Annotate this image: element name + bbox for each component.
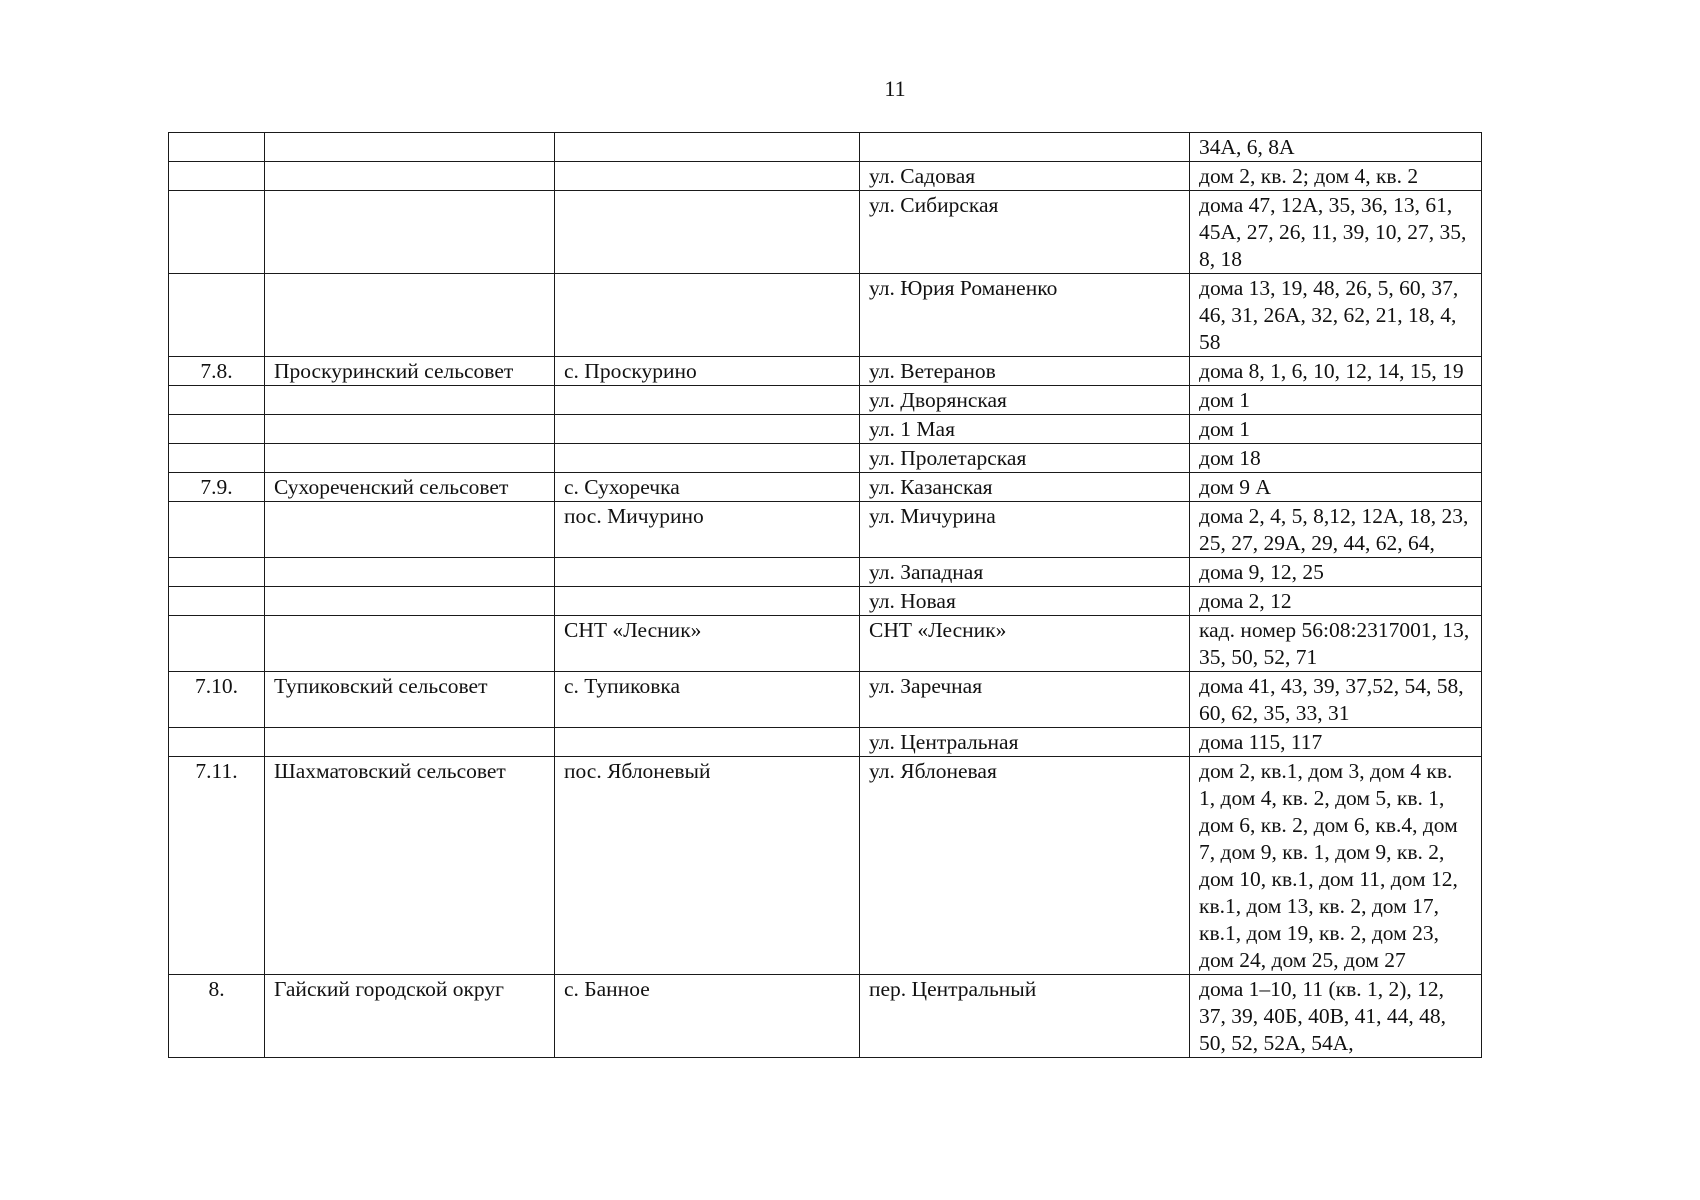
street-cell: ул. 1 Мая: [860, 415, 1190, 444]
street-cell: ул. Казанская: [860, 473, 1190, 502]
municipality-cell: [265, 728, 555, 757]
houses-cell: дома 2, 4, 5, 8,12, 12А, 18, 23, 25, 27, 29А, 29, 44, 62, 64,: [1190, 502, 1482, 558]
street-cell: ул. Новая: [860, 587, 1190, 616]
row-number-cell: [169, 558, 265, 587]
table-row: [169, 975, 1482, 1058]
table-body: [169, 133, 1482, 1058]
table-row: [169, 757, 1482, 975]
settlement-cell: [555, 558, 860, 587]
row-number-cell: [169, 728, 265, 757]
houses-cell: дома 1–10, 11 (кв. 1, 2), 12, 37, 39, 40Б, 40В, 41, 44, 48, 50, 52, 52А, 54А,: [1190, 975, 1482, 1058]
street-cell: ул. Юрия Романенко: [860, 274, 1190, 357]
municipality-cell: [265, 162, 555, 191]
settlement-cell: с. Проскурино: [555, 357, 860, 386]
municipality-cell: [265, 616, 555, 672]
street-cell: ул. Садовая: [860, 162, 1190, 191]
municipality-cell: [265, 415, 555, 444]
row-number-cell: 7.9.: [169, 473, 265, 502]
settlement-cell: с. Тупиковка: [555, 672, 860, 728]
houses-cell: дом 1: [1190, 386, 1482, 415]
houses-cell: дом 18: [1190, 444, 1482, 473]
houses-cell: дома 47, 12А, 35, 36, 13, 61, 45А, 27, 26, 11, 39, 10, 27, 35, 8, 18: [1190, 191, 1482, 274]
houses-cell: кад. номер 56:08:2317001, 13, 35, 50, 52, 71: [1190, 616, 1482, 672]
table-row: [169, 616, 1482, 672]
row-number-cell: 7.11.: [169, 757, 265, 975]
table-row: [169, 672, 1482, 728]
municipality-cell: [265, 191, 555, 274]
settlement-cell: [555, 386, 860, 415]
municipality-cell: [265, 274, 555, 357]
street-cell: пер. Центральный: [860, 975, 1190, 1058]
table-row: [169, 444, 1482, 473]
street-cell: СНТ «Лесник»: [860, 616, 1190, 672]
settlement-cell: [555, 728, 860, 757]
row-number-cell: [169, 162, 265, 191]
houses-cell: 34А, 6, 8А: [1190, 133, 1482, 162]
address-table: [168, 132, 1482, 1058]
settlement-cell: [555, 274, 860, 357]
row-number-cell: 7.10.: [169, 672, 265, 728]
table-row: [169, 386, 1482, 415]
street-cell: ул. Центральная: [860, 728, 1190, 757]
settlement-cell: пос. Мичурино: [555, 502, 860, 558]
municipality-cell: [265, 558, 555, 587]
municipality-cell: [265, 444, 555, 473]
table-row: [169, 473, 1482, 502]
row-number-cell: [169, 587, 265, 616]
table-row: [169, 162, 1482, 191]
street-cell: ул. Западная: [860, 558, 1190, 587]
municipality-cell: [265, 133, 555, 162]
municipality-cell: Гайский городской округ: [265, 975, 555, 1058]
houses-cell: дом 9 А: [1190, 473, 1482, 502]
row-number-cell: [169, 616, 265, 672]
row-number-cell: [169, 274, 265, 357]
row-number-cell: 8.: [169, 975, 265, 1058]
municipality-cell: [265, 386, 555, 415]
street-cell: ул. Сибирская: [860, 191, 1190, 274]
row-number-cell: [169, 444, 265, 473]
settlement-cell: [555, 133, 860, 162]
street-cell: ул. Дворянская: [860, 386, 1190, 415]
settlement-cell: [555, 444, 860, 473]
table-row: [169, 502, 1482, 558]
settlement-cell: [555, 587, 860, 616]
row-number-cell: 7.8.: [169, 357, 265, 386]
houses-cell: дом 1: [1190, 415, 1482, 444]
street-cell: ул. Мичурина: [860, 502, 1190, 558]
houses-cell: дома 115, 117: [1190, 728, 1482, 757]
street-cell: ул. Заречная: [860, 672, 1190, 728]
houses-cell: дома 13, 19, 48, 26, 5, 60, 37, 46, 31, 26А, 32, 62, 21, 18, 4, 58: [1190, 274, 1482, 357]
table-row: [169, 133, 1482, 162]
row-number-cell: [169, 386, 265, 415]
street-cell: ул. Пролетарская: [860, 444, 1190, 473]
table-row: [169, 274, 1482, 357]
municipality-cell: Проскуринский сельсовет: [265, 357, 555, 386]
row-number-cell: [169, 191, 265, 274]
table-row: [169, 587, 1482, 616]
table-row: [169, 191, 1482, 274]
settlement-cell: [555, 415, 860, 444]
municipality-cell: Сухореченский сельсовет: [265, 473, 555, 502]
houses-cell: дом 2, кв.1, дом 3, дом 4 кв. 1, дом 4, кв. 2, дом 5, кв. 1, дом 6, кв. 2, дом 6, кв.4, дом 7, дом 9, кв. 1, дом 9, кв. 2, дом 10, кв.1, дом 11, дом 12, кв.1, дом 13, кв. 2, дом 17, кв.1, дом 19, кв. 2, дом 23, дом 24, дом 25, дом 27: [1190, 757, 1482, 975]
row-number-cell: [169, 502, 265, 558]
street-cell: [860, 133, 1190, 162]
street-cell: ул. Ветеранов: [860, 357, 1190, 386]
municipality-cell: [265, 502, 555, 558]
table-row: [169, 558, 1482, 587]
houses-cell: дома 9, 12, 25: [1190, 558, 1482, 587]
municipality-cell: [265, 587, 555, 616]
settlement-cell: пос. Яблоневый: [555, 757, 860, 975]
street-cell: ул. Яблоневая: [860, 757, 1190, 975]
municipality-cell: Тупиковский сельсовет: [265, 672, 555, 728]
row-number-cell: [169, 133, 265, 162]
settlement-cell: [555, 191, 860, 274]
page-number: 11: [884, 76, 906, 101]
settlement-cell: [555, 162, 860, 191]
row-number-cell: [169, 415, 265, 444]
settlement-cell: с. Сухоречка: [555, 473, 860, 502]
table-row: [169, 728, 1482, 757]
houses-cell: дома 41, 43, 39, 37,52, 54, 58, 60, 62, 35, 33, 31: [1190, 672, 1482, 728]
municipality-cell: Шахматовский сельсовет: [265, 757, 555, 975]
houses-cell: дома 2, 12: [1190, 587, 1482, 616]
table-row: [169, 357, 1482, 386]
table-row: [169, 415, 1482, 444]
houses-cell: дом 2, кв. 2; дом 4, кв. 2: [1190, 162, 1482, 191]
settlement-cell: СНТ «Лесник»: [555, 616, 860, 672]
houses-cell: дома 8, 1, 6, 10, 12, 14, 15, 19: [1190, 357, 1482, 386]
settlement-cell: с. Банное: [555, 975, 860, 1058]
